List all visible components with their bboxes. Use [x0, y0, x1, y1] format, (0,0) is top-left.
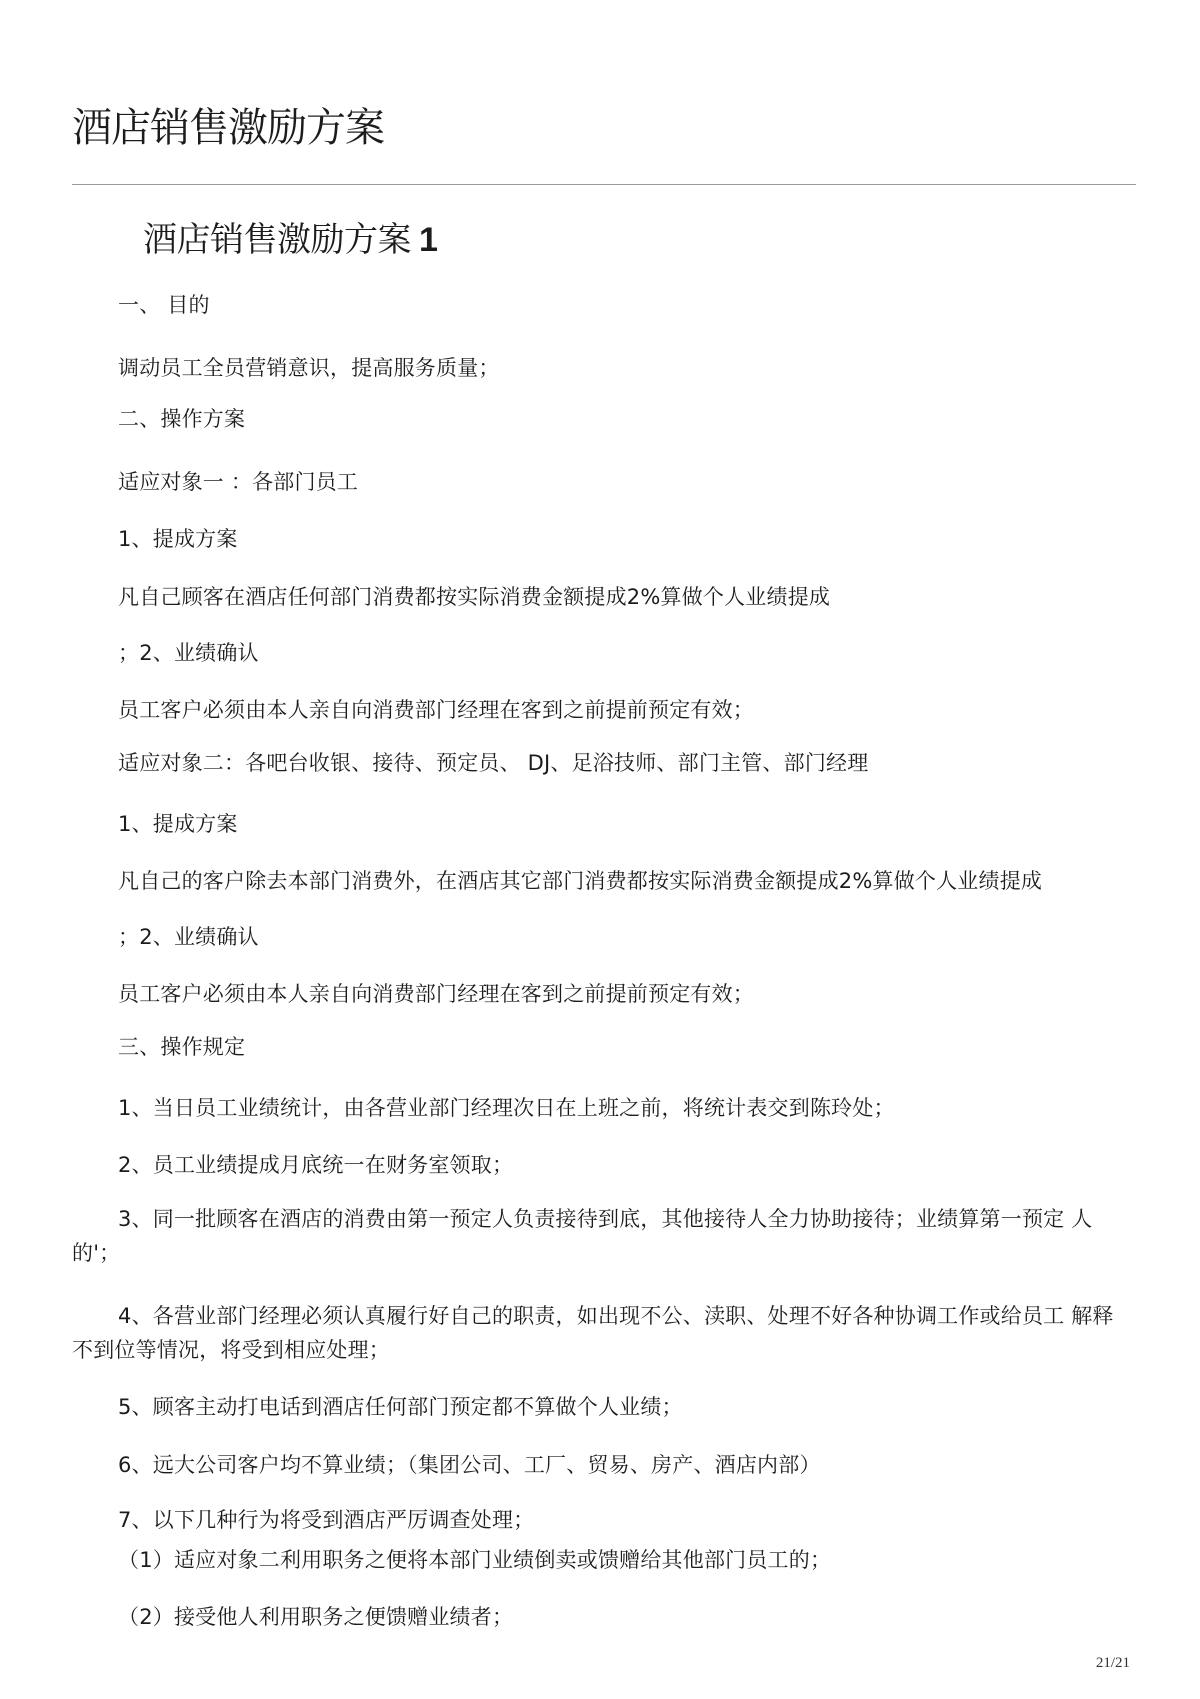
text-line: 1、提成方案: [118, 812, 238, 836]
heading-operation-plan: 二、操作方案: [118, 407, 246, 431]
section-heading: [143, 220, 437, 261]
text-line: ；2、业绩确认: [118, 925, 259, 949]
title-divider: [72, 184, 1136, 185]
text-line: 凡自己顾客在酒店任何部门消费都按实际消费金额提成2%算做个人业绩提成: [118, 585, 831, 609]
text-line: （2）接受他人利用职务之便馈赠业绩者；: [118, 1605, 514, 1629]
section-heading-text: 酒店销售激励方案: [143, 220, 411, 260]
text-line: 员工客户必须由本人亲自向消费部门经理在客到之前提前预定有效；: [118, 982, 754, 1006]
text-line: 1、当日员工业绩统计，由各营业部门经理次日在上班之前，将统计表交到陈玲处；: [118, 1096, 895, 1120]
text-line: 5、顾客主动打电话到酒店任何部门预定都不算做个人业绩；: [118, 1395, 683, 1419]
text-line: ；2、业绩确认: [118, 641, 259, 665]
paragraph-rule-4: 4、各营业部门经理必须认真履行好自己的职责，如出现不公、渎职、处理不好各种协调工作或给员工 解释不到位等情况，将受到相应处理；: [72, 1304, 1114, 1362]
text-line: 员工客户必须由本人亲自向消费部门经理在客到之前提前预定有效；: [118, 698, 754, 722]
paragraph-rule-3: 3、同一批顾客在酒店的消费由第一预定人负责接待到底，其他接待人全力协助接待；业绩算第一预定 人的'；: [72, 1207, 1093, 1265]
heading-purpose: 一、 目的: [118, 293, 210, 317]
text-line: （1）适应对象二利用职务之便将本部门业绩倒卖或馈赠给其他部门员工的；: [118, 1548, 832, 1572]
text-line: 调动员工全员营销意识，提高服务质量；: [118, 356, 500, 380]
page-number: 21/21: [1095, 1655, 1130, 1671]
text-line: 1、提成方案: [118, 527, 238, 551]
text-line: 适应对象二：各吧台收银、接待、预定员、 DJ、足浴技师、部门主管、部门经理: [118, 751, 869, 775]
text-line: 凡自己的客户除去本部门消费外，在酒店其它部门消费都按实际消费金额提成2%算做个人业绩提成: [118, 869, 1043, 893]
heading-operation-rules: 三、操作规定: [118, 1035, 246, 1059]
section-heading-number: 1: [419, 221, 438, 259]
document-title: 酒店销售激励方案: [72, 105, 384, 151]
text-line: 6、远大公司客户均不算业绩；（集团公司、工厂、贸易、房产、酒店内部）: [118, 1453, 821, 1477]
text-line: 7、以下几种行为将受到酒店严厉调查处理；: [118, 1508, 535, 1532]
text-line: 2、员工业绩提成月底统一在财务室领取；: [118, 1153, 514, 1177]
text-line: 适应对象一 ：各部门员工: [118, 470, 359, 494]
